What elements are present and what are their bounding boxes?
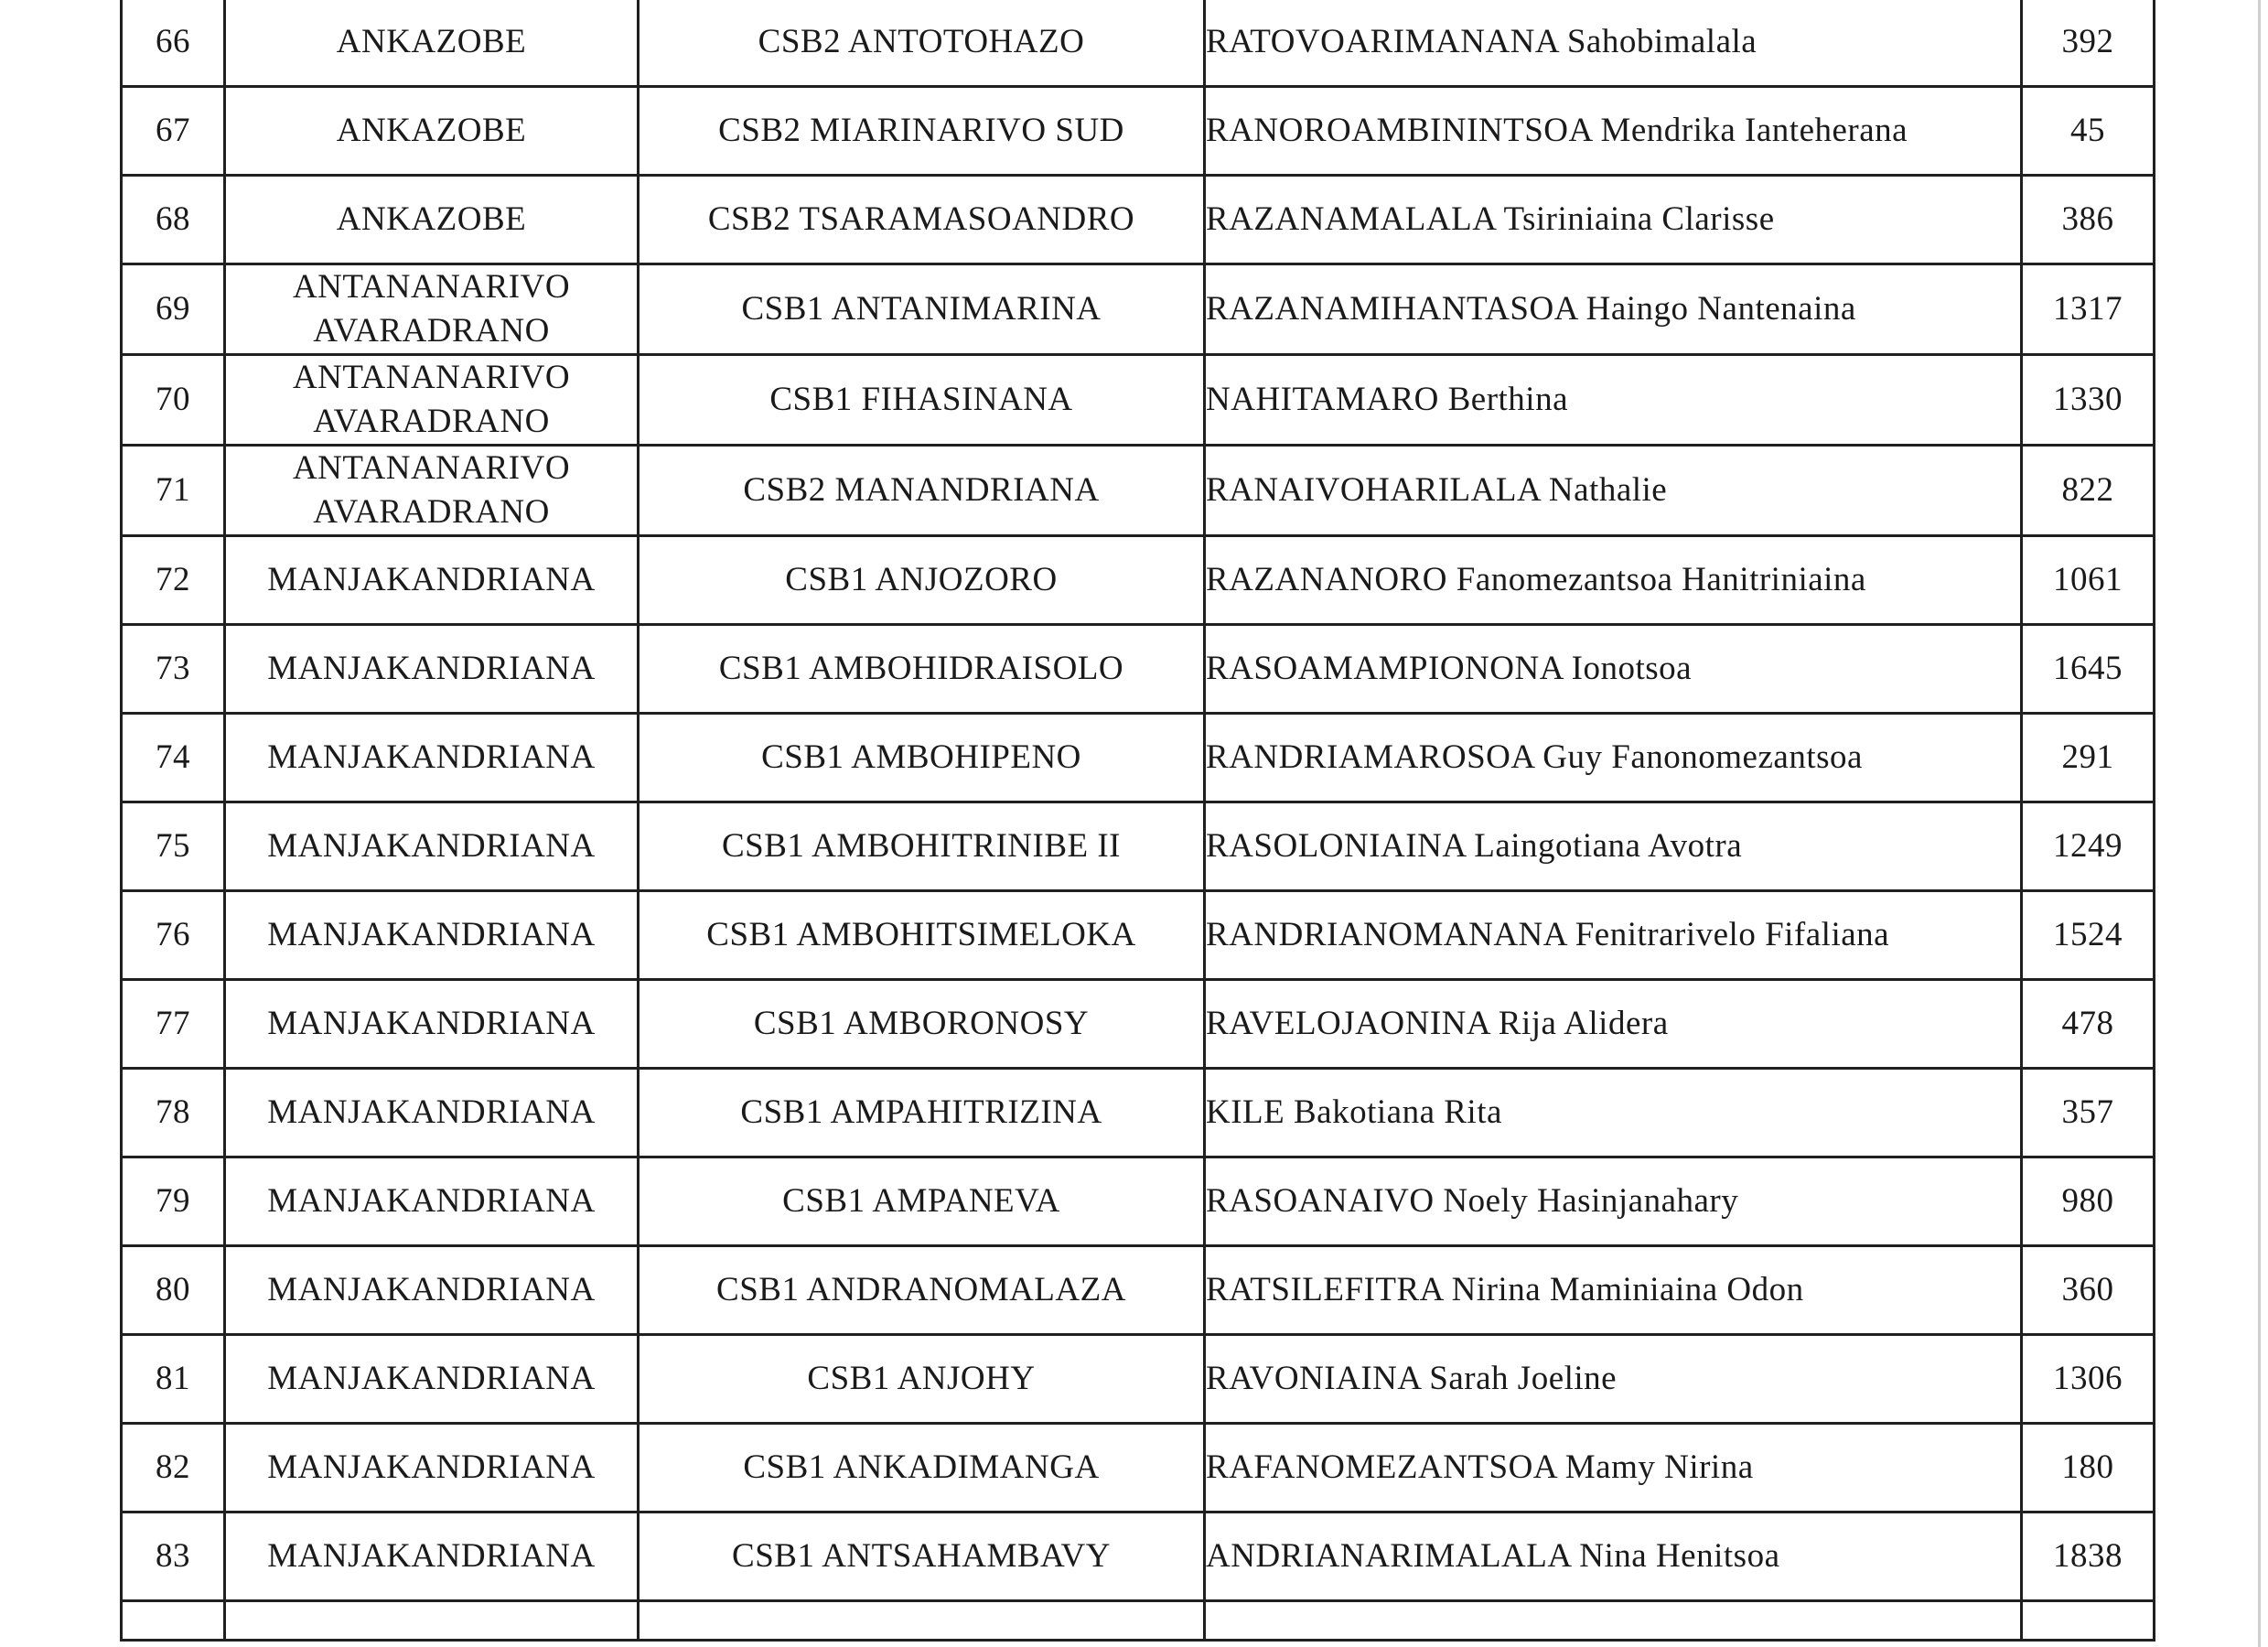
district-cell: MANJAKANDRIANA	[225, 1335, 639, 1424]
row-number-cell: 80	[122, 1246, 225, 1335]
scan-edge-line	[2258, 0, 2261, 1647]
table-row	[122, 714, 2155, 802]
person-name-cell: RAZANAMIHANTASOA Haingo Nantenaina	[1205, 264, 2022, 355]
person-name-cell: RANDRIAMAROSOA Guy Fanonomezantsoa	[1205, 714, 2022, 802]
code-number-cell: 45	[2022, 87, 2155, 176]
table-body	[122, 0, 2155, 1641]
district-cell: MANJAKANDRIANA	[225, 1424, 639, 1512]
health-center-cell: CSB1 AMPANEVA	[639, 1157, 1205, 1246]
health-center-cell: CSB1 AMBOHITRINIBE II	[639, 802, 1205, 891]
district-cell: MANJAKANDRIANA	[225, 1157, 639, 1246]
table-row	[122, 536, 2155, 625]
table-row	[122, 264, 2155, 355]
person-name-cell: RAFANOMEZANTSOA Mamy Nirina	[1205, 1424, 2022, 1512]
table-row	[122, 802, 2155, 891]
row-number-cell: 82	[122, 1424, 225, 1512]
table-row	[122, 891, 2155, 980]
code-number-cell: 980	[2022, 1157, 2155, 1246]
row-number-cell: 69	[122, 264, 225, 355]
row-number-cell: 81	[122, 1335, 225, 1424]
empty-cell	[639, 1601, 1205, 1641]
table-row	[122, 446, 2155, 536]
person-name-cell: RANOROAMBININTSOA Mendrika Ianteherana	[1205, 87, 2022, 176]
person-name-cell: RASOLONIAINA Laingotiana Avotra	[1205, 802, 2022, 891]
row-number-cell: 75	[122, 802, 225, 891]
code-number-cell: 392	[2022, 0, 2155, 87]
health-center-cell: CSB1 FIHASINANA	[639, 355, 1205, 446]
district-cell: ANTANANARIVO AVARADRANO	[225, 446, 639, 536]
row-number-cell: 83	[122, 1512, 225, 1601]
person-name-cell: NAHITAMARO Berthina	[1205, 355, 2022, 446]
code-number-cell: 360	[2022, 1246, 2155, 1335]
table-row	[122, 980, 2155, 1069]
row-number-cell: 78	[122, 1069, 225, 1157]
assignment-table	[120, 0, 2155, 1642]
table-row	[122, 625, 2155, 714]
code-number-cell: 1330	[2022, 355, 2155, 446]
code-number-cell: 1061	[2022, 536, 2155, 625]
health-center-cell: CSB1 AMBOHITSIMELOKA	[639, 891, 1205, 980]
district-cell: MANJAKANDRIANA	[225, 980, 639, 1069]
person-name-cell: RAVONIAINA Sarah Joeline	[1205, 1335, 2022, 1424]
health-center-cell: CSB1 AMBOHIPENO	[639, 714, 1205, 802]
empty-cell	[225, 1601, 639, 1641]
health-center-cell: CSB1 ANJOHY	[639, 1335, 1205, 1424]
row-number-cell: 70	[122, 355, 225, 446]
table-row	[122, 1424, 2155, 1512]
code-number-cell: 1317	[2022, 264, 2155, 355]
person-name-cell: RASOANAIVO Noely Hasinjanahary	[1205, 1157, 2022, 1246]
district-cell: ANKAZOBE	[225, 87, 639, 176]
health-center-cell: CSB2 MIARINARIVO SUD	[639, 87, 1205, 176]
person-name-cell: KILE Bakotiana Rita	[1205, 1069, 2022, 1157]
row-number-cell: 73	[122, 625, 225, 714]
table-row	[122, 1069, 2155, 1157]
health-center-cell: CSB1 ANDRANOMALAZA	[639, 1246, 1205, 1335]
table-row	[122, 1246, 2155, 1335]
district-cell: MANJAKANDRIANA	[225, 536, 639, 625]
row-number-cell: 68	[122, 176, 225, 264]
table-row	[122, 176, 2155, 264]
row-number-cell: 76	[122, 891, 225, 980]
table-row	[122, 1335, 2155, 1424]
table-row-partial	[122, 1601, 2155, 1641]
person-name-cell: RAVELOJAONINA Rija Alidera	[1205, 980, 2022, 1069]
code-number-cell: 291	[2022, 714, 2155, 802]
code-number-cell: 1249	[2022, 802, 2155, 891]
district-cell: ANTANANARIVO AVARADRANO	[225, 355, 639, 446]
row-number-cell: 77	[122, 980, 225, 1069]
person-name-cell: ANDRIANARIMALALA Nina Henitsoa	[1205, 1512, 2022, 1601]
person-name-cell: RASOAMAMPIONONA Ionotsoa	[1205, 625, 2022, 714]
person-name-cell: RATOVOARIMANANA Sahobimalala	[1205, 0, 2022, 87]
code-number-cell: 1645	[2022, 625, 2155, 714]
code-number-cell: 357	[2022, 1069, 2155, 1157]
district-cell: ANKAZOBE	[225, 0, 639, 87]
code-number-cell: 180	[2022, 1424, 2155, 1512]
row-number-cell: 71	[122, 446, 225, 536]
health-center-cell: CSB1 AMPAHITRIZINA	[639, 1069, 1205, 1157]
health-center-cell: CSB1 ANTANIMARINA	[639, 264, 1205, 355]
row-number-cell: 79	[122, 1157, 225, 1246]
health-center-cell: CSB1 AMBOHIDRAISOLO	[639, 625, 1205, 714]
code-number-cell: 1524	[2022, 891, 2155, 980]
code-number-cell: 478	[2022, 980, 2155, 1069]
district-cell: MANJAKANDRIANA	[225, 625, 639, 714]
health-center-cell: CSB1 ANTSAHAMBAVY	[639, 1512, 1205, 1601]
row-number-cell: 72	[122, 536, 225, 625]
health-center-cell: CSB1 AMBORONOSY	[639, 980, 1205, 1069]
health-center-cell: CSB2 MANANDRIANA	[639, 446, 1205, 536]
row-number-cell: 67	[122, 87, 225, 176]
health-center-cell: CSB2 TSARAMASOANDRO	[639, 176, 1205, 264]
district-cell: MANJAKANDRIANA	[225, 891, 639, 980]
district-cell: MANJAKANDRIANA	[225, 802, 639, 891]
person-name-cell: RAZANANORO Fanomezantsoa Hanitriniaina	[1205, 536, 2022, 625]
empty-cell	[1205, 1601, 2022, 1641]
district-cell: MANJAKANDRIANA	[225, 1069, 639, 1157]
health-center-cell: CSB1 ANKADIMANGA	[639, 1424, 1205, 1512]
district-cell: MANJAKANDRIANA	[225, 1246, 639, 1335]
code-number-cell: 822	[2022, 446, 2155, 536]
person-name-cell: RAZANAMALALA Tsiriniaina Clarisse	[1205, 176, 2022, 264]
row-number-cell: 74	[122, 714, 225, 802]
health-center-cell: CSB2 ANTOTOHAZO	[639, 0, 1205, 87]
table-row	[122, 1157, 2155, 1246]
code-number-cell: 386	[2022, 176, 2155, 264]
district-cell: MANJAKANDRIANA	[225, 1512, 639, 1601]
person-name-cell: RANDRIANOMANANA Fenitrarivelo Fifaliana	[1205, 891, 2022, 980]
table-row	[122, 87, 2155, 176]
row-number-cell: 66	[122, 0, 225, 87]
district-cell: ANKAZOBE	[225, 176, 639, 264]
table-row	[122, 0, 2155, 87]
table-row	[122, 355, 2155, 446]
table-row	[122, 1512, 2155, 1601]
person-name-cell: RANAIVOHARILALA Nathalie	[1205, 446, 2022, 536]
code-number-cell: 1306	[2022, 1335, 2155, 1424]
code-number-cell: 1838	[2022, 1512, 2155, 1601]
district-cell: ANTANANARIVO AVARADRANO	[225, 264, 639, 355]
empty-cell	[122, 1601, 225, 1641]
district-cell: MANJAKANDRIANA	[225, 714, 639, 802]
health-center-cell: CSB1 ANJOZORO	[639, 536, 1205, 625]
empty-cell	[2022, 1601, 2155, 1641]
person-name-cell: RATSILEFITRA Nirina Maminiaina Odon	[1205, 1246, 2022, 1335]
